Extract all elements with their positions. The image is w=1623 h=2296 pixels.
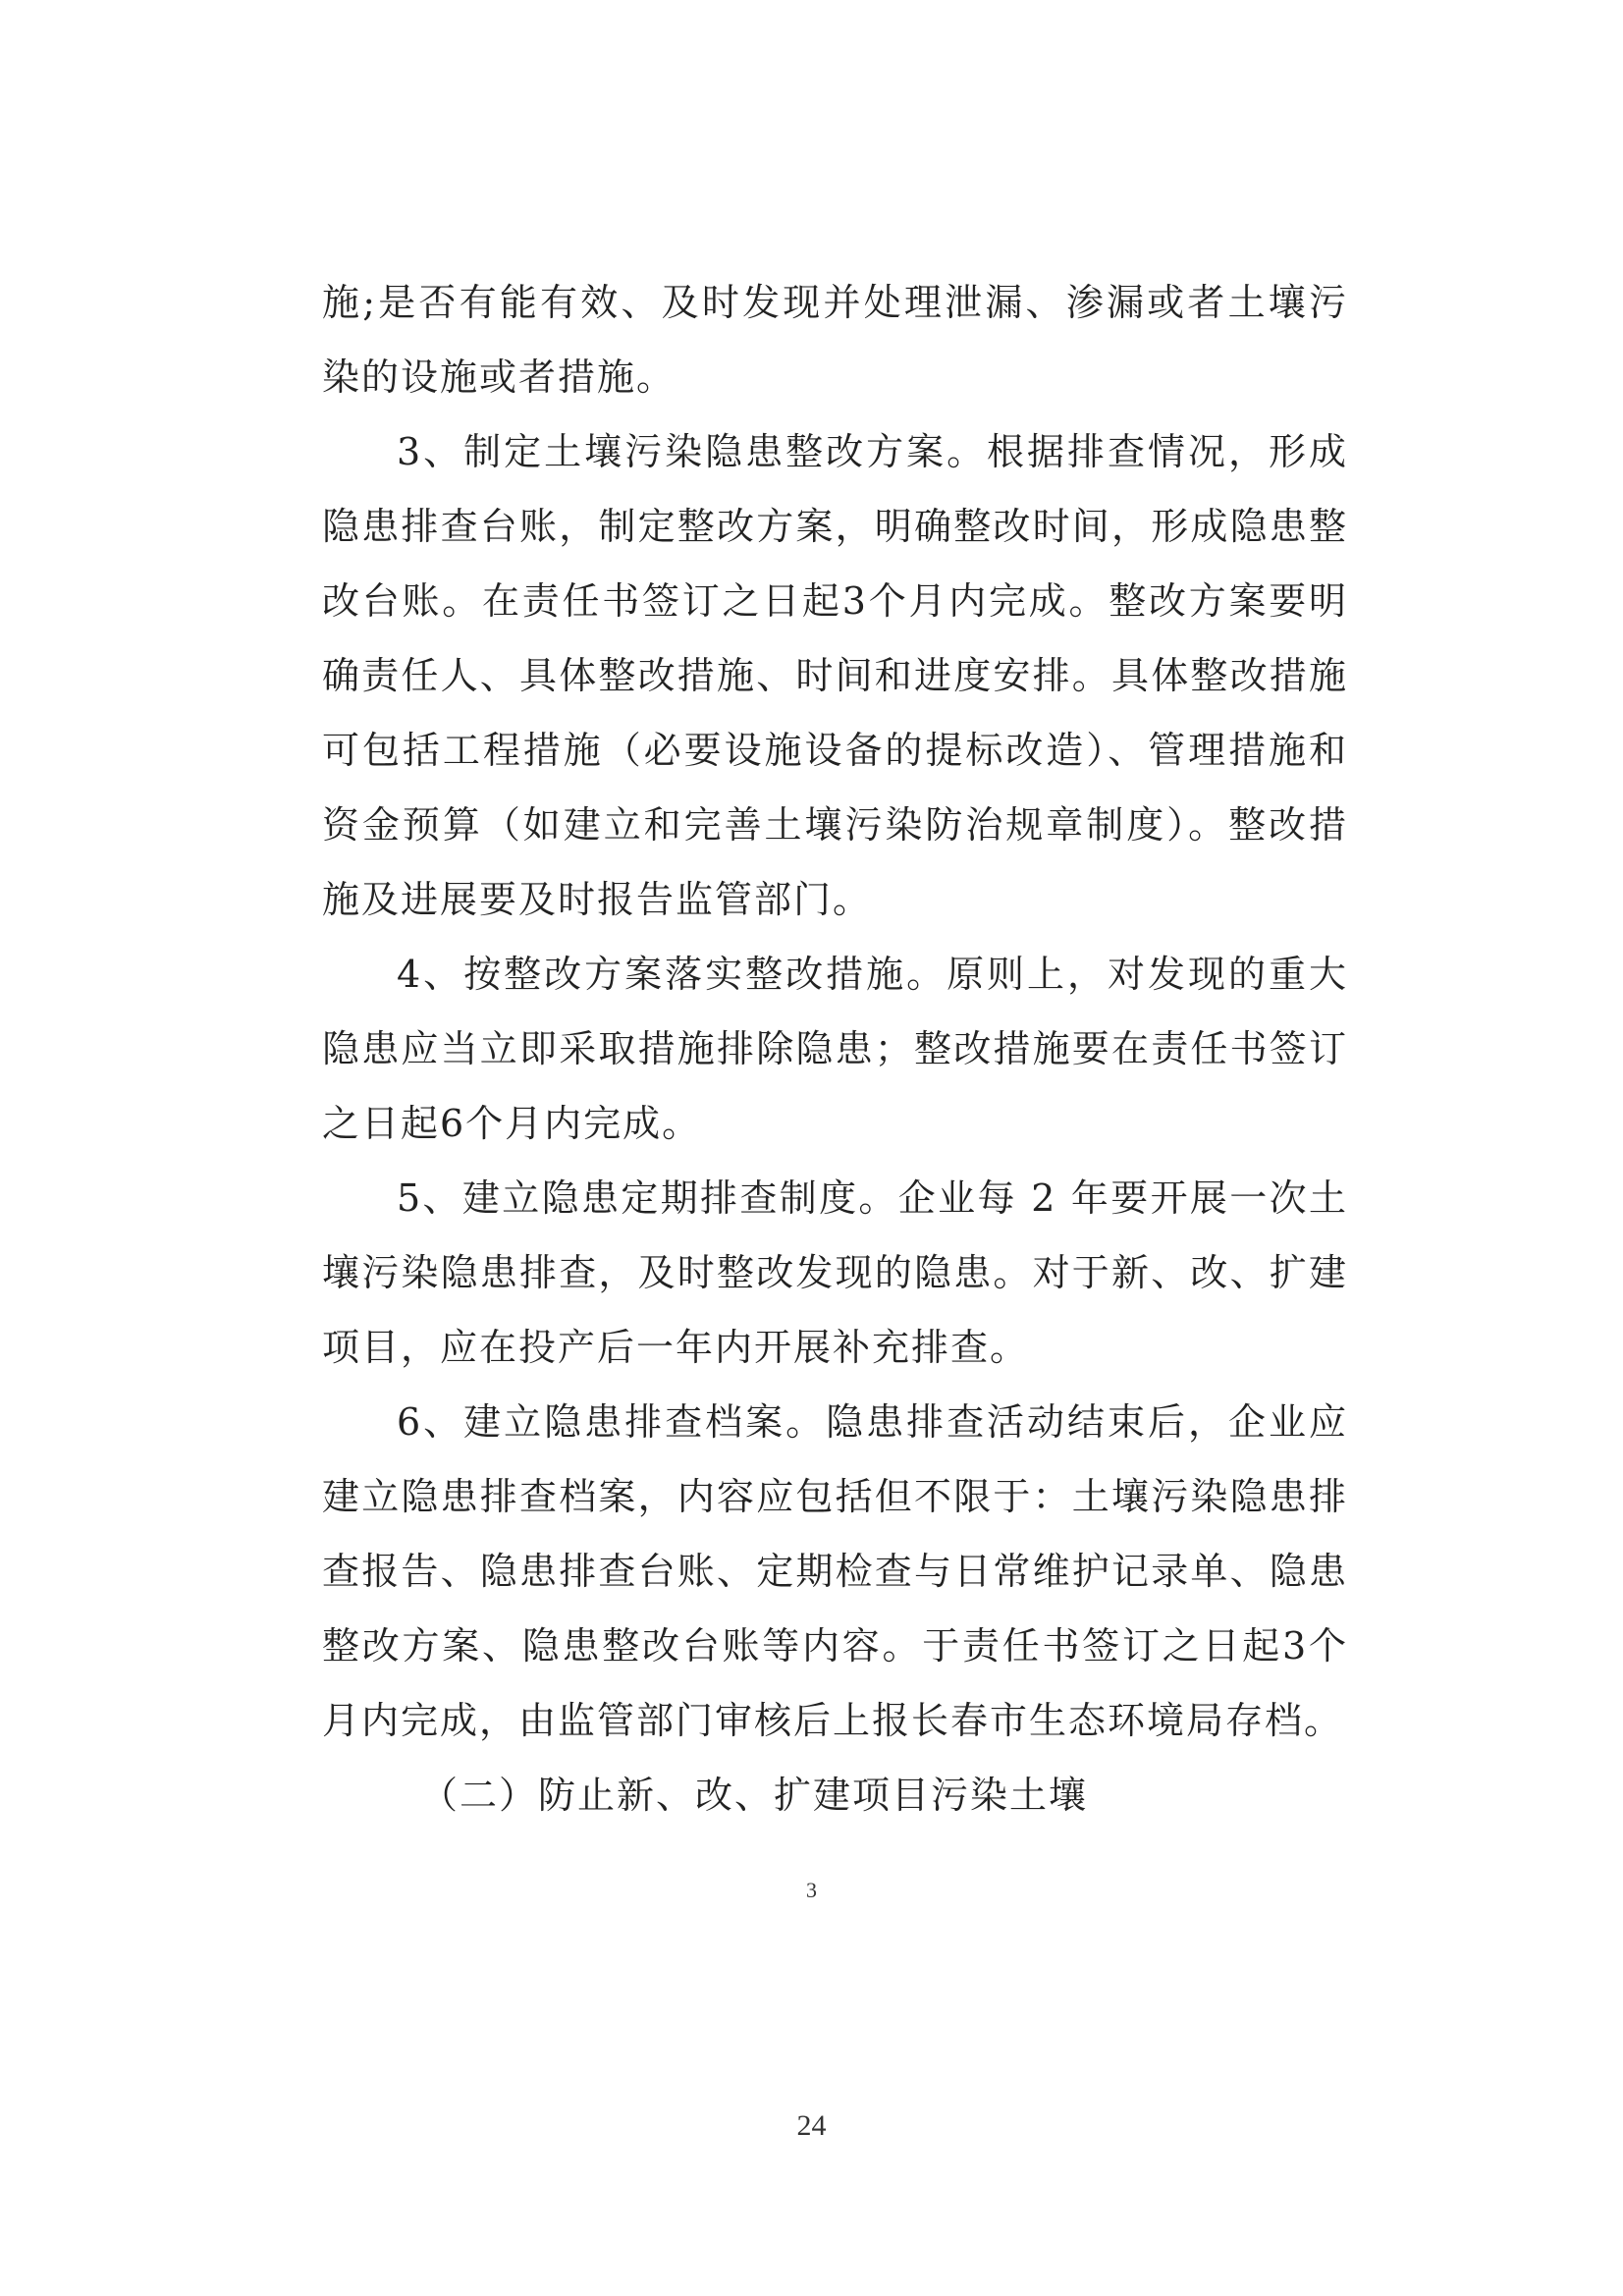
paragraph-continued: 施;是否有能有效、及时发现并处理泄漏、渗漏或者土壤污染的设施或者措施。	[322, 281, 1348, 399]
paragraph-item-5: 5、建立隐患定期排查制度。企业每 2 年要开展一次土壤污染隐患排查，及时整改发现的隐患。对于新、改、扩建项目，应在投产后一年内开展补充排查。	[322, 1176, 1348, 1369]
section-heading: （二）防止新、改、扩建项目污染土壤	[420, 1774, 1089, 1817]
paragraph-item-4: 4、按整改方案落实整改措施。原则上，对发现的重大隐患应当立即采取措施排除隐患；整改措施要在责任书签订之日起6个月内完成。	[322, 953, 1348, 1145]
outer-page-number: 24	[796, 2109, 827, 2142]
document-body	[322, 265, 1348, 1832]
paragraph-item-6: 6、建立隐患排查档案。隐患排查活动结束后，企业应建立隐患排查档案，内容应包括但不限于：土壤污染隐患排查报告、隐患排查台账、定期检查与日常维护记录单、隐患整改方案、隐患整改台账等内容。于责任书签订之日起3个月内完成，由监管部门审核后上报长春市生态环境局存档。	[322, 1400, 1348, 1742]
inner-page-number: 3	[806, 1878, 817, 1902]
paragraph-item-3: 3、制定土壤污染隐患整改方案。根据排查情况，形成隐患排查台账，制定整改方案，明确整改时间，形成隐患整改台账。在责任书签订之日起3个月内完成。整改方案要明确责任人、具体整改措施、时间和进度安排。具体整改措施可包括工程措施（必要设施设备的提标改造）、管理措施和资金预算（如建立和完善土壤污染防治规章制度）。整改措施及进展要及时报告监管部门。	[322, 430, 1348, 921]
